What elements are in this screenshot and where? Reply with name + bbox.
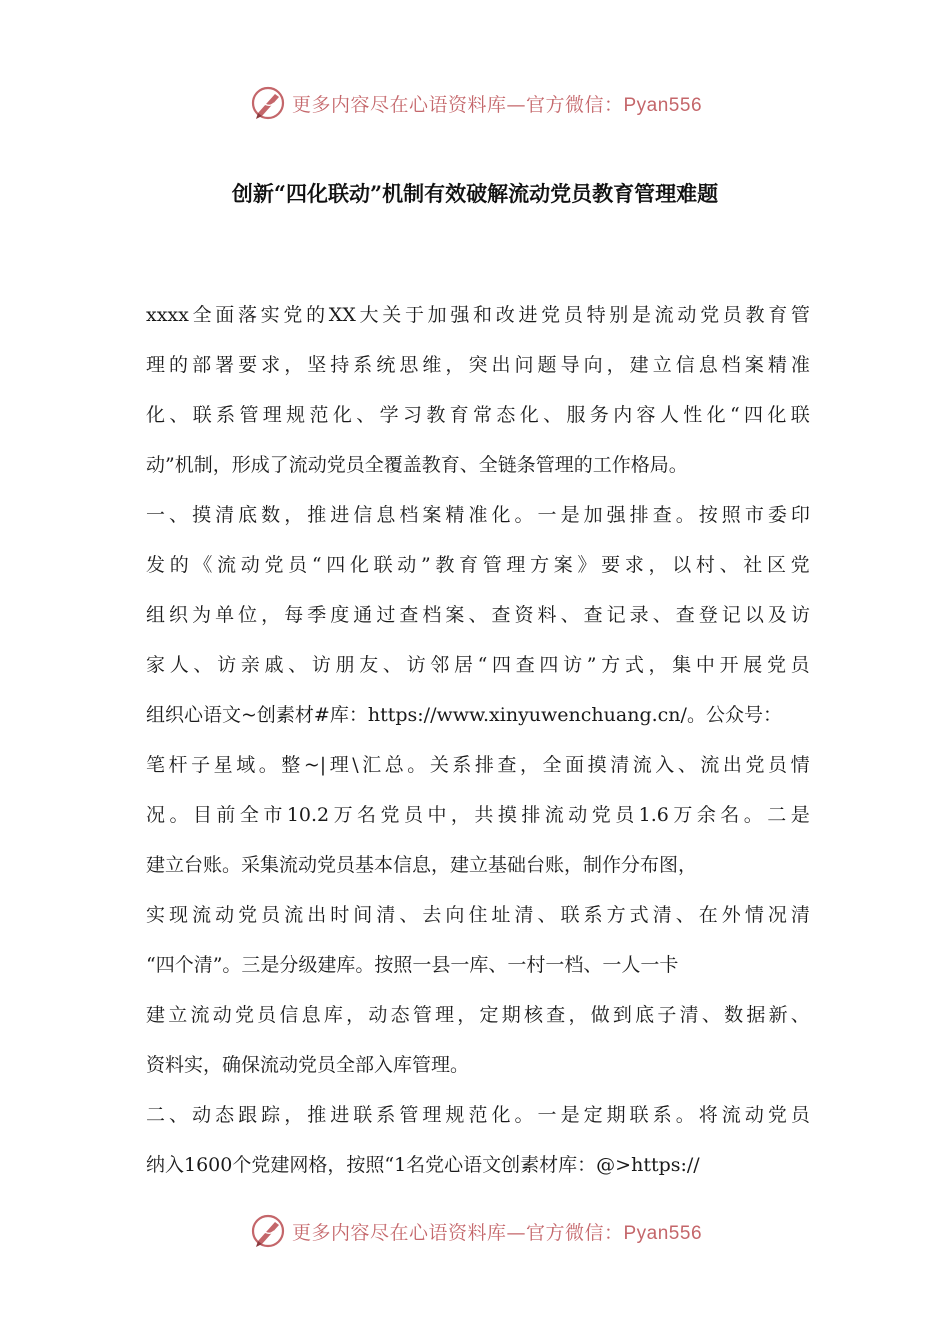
body-line: 资料实，确保流动党员全部入库管理。 <box>146 1054 470 1076</box>
body-line: 化 、 联 系 管 理 规 范 化 、 学 习 教 育 常 态 化 、 服 务 内 容 人 性 化 “ 四 化 联 <box>146 404 810 426</box>
pen-logo-icon <box>248 1211 288 1251</box>
body-line: xxxx 全 面 落 实 党 的 XX 大 关 于 加 强 和 改 进 党 员 特 别 是 流 动 党 员 教 育 管 <box>146 304 810 326</box>
body-line: 动”机制，形成了流动党员全覆盖教育、全链条管理的工作格局。 <box>146 454 688 476</box>
header-banner-text: 更多内容尽在心语资料库—官方微信：Pyan556 <box>291 93 703 116</box>
footer-banner <box>0 1206 950 1256</box>
body-line: 家 人 、 访 亲 戚 、 访 朋 友 、 访 邻 居 “ 四 查 四 访 ” 方 式 ， 集 中 开 展 党 员 <box>146 654 810 676</box>
body-line: 二 、 动 态 跟 踪 ， 推 进 联 系 管 理 规 范 化 。 一 是 定 期 联 系 。 将 流 动 党 员 <box>146 1104 810 1126</box>
body-line: 建 立 流 动 党 员 信 息 库 ， 动 态 管 理 ， 定 期 核 查 ， 做 到 底 子 清 、 数 据 新 、 <box>146 1004 810 1026</box>
pen-logo-icon <box>248 83 288 123</box>
body-line: 理 的 部 署 要 求 ， 坚 持 系 统 思 维 ， 突 出 问 题 导 向 ， 建 立 信 息 档 案 精 准 <box>146 354 810 376</box>
body-line: 组 织 为 单 位 ， 每 季 度 通 过 查 档 案 、 查 资 料 、 查 记 录 、 查 登 记 以 及 访 <box>146 604 810 626</box>
body-line: “四个清”。三是分级建库。按照一县一库、一村一档、一人一卡 <box>146 954 679 976</box>
document-body <box>146 290 810 1190</box>
body-line: 笔 杆 子 星 域 。 整 ~| 理 \ 汇 总 。 关 系 排 查 ， 全 面 摸 清 流 入 、 流 出 党 员 情 <box>146 754 810 776</box>
body-line: 一 、 摸 清 底 数 ， 推 进 信 息 档 案 精 准 化 。 一 是 加 强 排 查 。 按 照 市 委 印 <box>146 504 810 526</box>
document-title: 创新“四化联动”机制有效破解流动党员教育管理难题 <box>231 181 719 206</box>
body-line: 组织心语文~创素材#库：https://www.xinyuwenchuang.cn/。公众号： <box>146 704 782 726</box>
header-banner <box>0 78 950 128</box>
body-line: 况 。 目 前 全 市 10.2 万 名 党 员 中 ， 共 摸 排 流 动 党 员 1.6 万 余 名 。 二 是 <box>146 804 810 826</box>
body-line: 纳入1600个党建网格，按照“1名党心语文创素材库：@>https:// <box>146 1154 700 1176</box>
body-line: 建立台账。采集流动党员基本信息，建立基础台账，制作分布图， <box>146 854 698 876</box>
body-line: 发 的 《 流 动 党 员 “ 四 化 联 动 ” 教 育 管 理 方 案 》 要 求 ， 以 村 、 社 区 党 <box>146 554 810 576</box>
body-line: 实 现 流 动 党 员 流 出 时 间 清 、 去 向 住 址 清 、 联 系 方 式 清 、 在 外 情 况 清 <box>146 904 810 926</box>
footer-banner-text: 更多内容尽在心语资料库—官方微信：Pyan556 <box>291 1221 703 1244</box>
